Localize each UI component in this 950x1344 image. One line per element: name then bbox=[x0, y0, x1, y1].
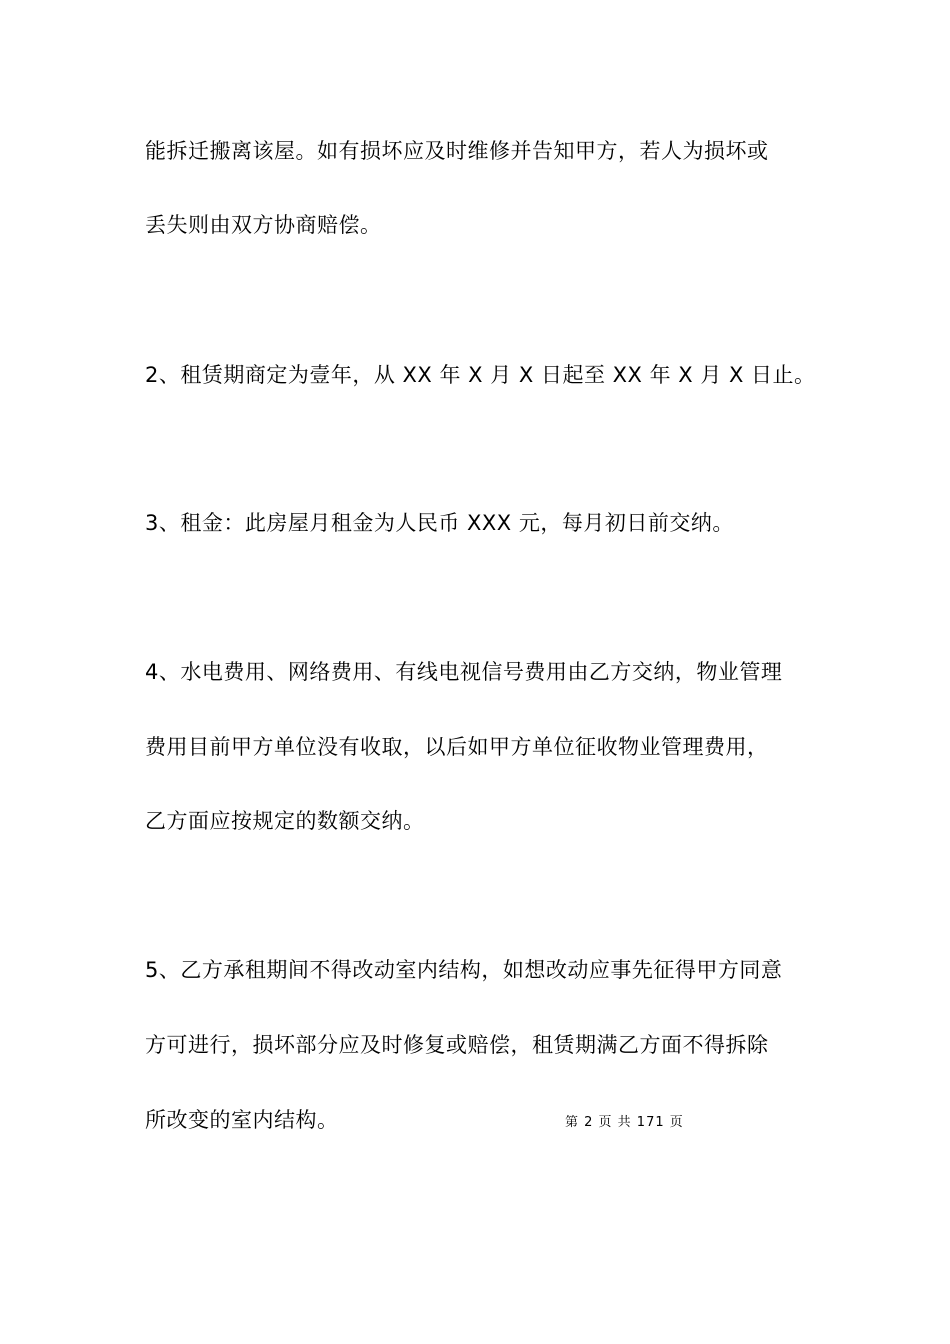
paragraph-1-line-1: 能拆迁搬离该屋。如有损坏应及时维修并告知甲方，若人为损坏或 bbox=[145, 139, 769, 163]
clause-4-line-1: 4、水电费用、网络费用、有线电视信号费用由乙方交纳，物业管理 bbox=[145, 660, 783, 684]
clause-5-line-1: 5、乙方承租期间不得改动室内结构，如想改动应事先征得甲方同意 bbox=[145, 958, 783, 982]
clause-4-line-3: 乙方面应按规定的数额交纳。 bbox=[145, 809, 425, 833]
clause-4-line-2: 费用目前甲方单位没有收取，以后如甲方单位征收物业管理费用， bbox=[145, 735, 769, 759]
clause-2-lease-term: 2、租赁期商定为壹年，从 XX 年 X 月 X 日起至 XX 年 X 月 X 日止。 bbox=[145, 363, 816, 387]
page-number-footer: 第 2 页 共 171 页 bbox=[565, 1115, 684, 1130]
paragraph-1-line-2: 丢失则由双方协商赔偿。 bbox=[145, 213, 382, 237]
clause-3-rent: 3、租金：此房屋月租金为人民币 XXX 元，每月初日前交纳。 bbox=[145, 511, 734, 535]
clause-5-line-3: 所改变的室内结构。 bbox=[145, 1108, 339, 1132]
clause-5-line-2: 方可进行，损坏部分应及时修复或赔偿，租赁期满乙方面不得拆除 bbox=[145, 1033, 769, 1057]
